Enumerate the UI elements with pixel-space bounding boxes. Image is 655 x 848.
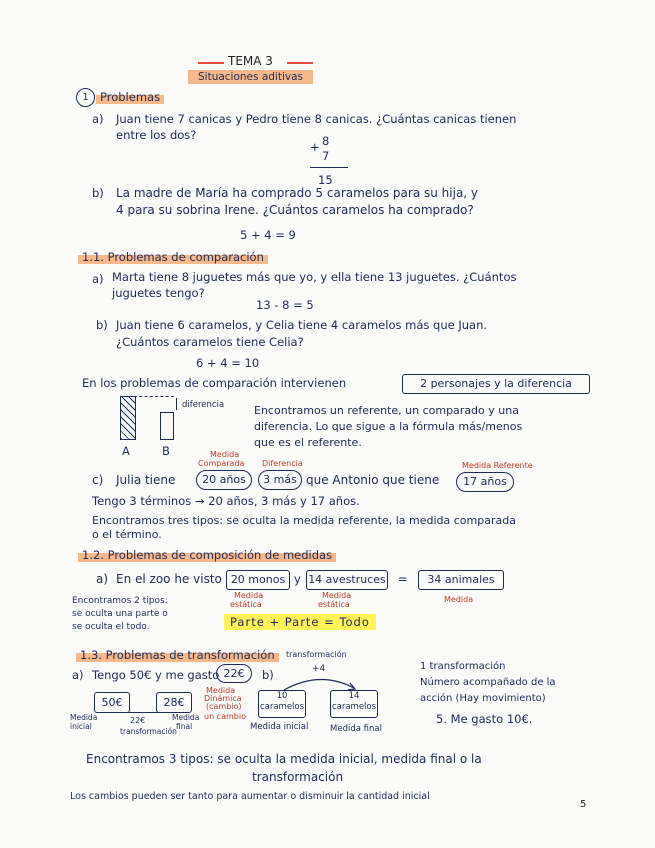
- box-10-num: 10: [276, 691, 288, 701]
- section-1-3-title: 1.3. Problemas de transformación: [76, 648, 279, 662]
- problem-a-line2: entre los dos?: [116, 128, 197, 142]
- oval-20-anos: 20 años: [196, 470, 252, 490]
- label-comparada: Comparada: [198, 459, 245, 468]
- diff-dashes: [134, 396, 174, 397]
- bar-a-label: A: [122, 444, 130, 458]
- section-number: 1: [76, 88, 95, 107]
- box-28: 28€: [156, 692, 192, 713]
- box-14-num: 14: [348, 691, 360, 701]
- c11b-line2: ¿Cuántos caramelos tiene Celia?: [116, 335, 304, 349]
- r3: acción (Hay movimiento): [420, 693, 546, 704]
- c12-label: a): [96, 572, 109, 586]
- c11a-line2: juguetes tengo?: [112, 286, 205, 300]
- section-1-1-title: 1.1. Problemas de comparación: [78, 250, 268, 264]
- lm2b: estática: [318, 600, 350, 609]
- c12-y: y: [294, 572, 301, 586]
- box-14-text: caramelos: [331, 702, 377, 712]
- lm1a: Medida: [234, 591, 264, 600]
- c12-eq: =: [398, 572, 408, 586]
- end-line1: Encontramos 3 tipos: se oculta la medida inicial, medida final o la: [86, 752, 482, 766]
- box-20-monos: 20 monos: [226, 570, 290, 590]
- refer-line1: Encontramos un referente, un comparado y una: [254, 404, 519, 417]
- formula-highlight: Parte + Parte = Todo: [224, 614, 376, 630]
- c13-t1: Tengo 50€ y me gasto: [92, 668, 220, 682]
- c13-label: a): [72, 668, 84, 682]
- oval-3-mas: 3 más: [258, 470, 302, 490]
- c11b-line1: Juan tiene 6 caramelos, y Celia tiene 4 caramelos más que Juan.: [116, 318, 488, 332]
- end-line3: Los cambios pueden ser tanto para aumentar o disminuir la cantidad inicial: [70, 791, 430, 802]
- l-ini2: inicial: [70, 722, 92, 731]
- left1: Encontramos 2 tipos:: [72, 596, 168, 606]
- refer-line3: que es el referente.: [254, 436, 362, 449]
- l-fin2: final: [176, 722, 193, 731]
- c11b-label: b): [96, 318, 108, 332]
- c11c-label: c): [92, 473, 104, 487]
- l-tr: transformación: [120, 727, 177, 736]
- problem-a-line1: Juan tiene 7 canicas y Pedro tiene 8 canicas. ¿Cuántas canicas tienen: [116, 112, 517, 126]
- c11b-eq: 6 + 4 = 10: [196, 356, 260, 370]
- bar-a: [120, 396, 136, 440]
- l-ini: Medida: [70, 713, 98, 722]
- arrow-line: [124, 712, 158, 713]
- label-medida: Medida: [210, 450, 240, 459]
- subtitle: Situaciones aditivas: [188, 70, 313, 84]
- problem-a-label: a): [92, 112, 104, 126]
- box-14-avestruces: 14 avestruces: [306, 570, 388, 590]
- box-14-caramelos: [330, 690, 378, 718]
- diff-marker: [176, 398, 177, 410]
- diff-label: diferencia: [182, 400, 225, 410]
- plus-sign: +: [310, 140, 320, 154]
- box-50: 50€: [94, 692, 130, 713]
- sum-result: 15: [318, 173, 333, 187]
- problem-b-label: b): [92, 186, 104, 200]
- plus4: +4: [312, 664, 326, 674]
- section-title: Problemas: [96, 90, 164, 104]
- l-mf: Medida final: [330, 724, 382, 734]
- comparison-text: En los problemas de comparación intervienen: [82, 376, 347, 390]
- lm1b: estática: [230, 600, 262, 609]
- comparison-boxed: 2 personajes y la diferencia: [402, 374, 590, 394]
- l-din2: Dinámica: [204, 694, 242, 703]
- r1: 1 transformación: [420, 661, 506, 672]
- page-number: 5: [580, 799, 587, 810]
- left3: se oculta el todo.: [72, 622, 150, 632]
- title-underline-right: [287, 62, 313, 64]
- oval-22: 22€: [216, 664, 252, 683]
- c11a-label: a): [92, 272, 104, 286]
- r4: 5. Me gasto 10€.: [436, 712, 533, 726]
- box-10-text: caramelos: [259, 702, 305, 712]
- c13-b: b): [262, 668, 274, 682]
- lm2a: Medida: [322, 591, 352, 600]
- l-din3: (cambio): [206, 702, 242, 711]
- addend-1: 8: [322, 134, 330, 148]
- left2: se oculta una parte o: [72, 609, 168, 619]
- end-line2: transformación: [252, 770, 344, 784]
- problem-b-line2: 4 para su sobrina Irene. ¿Cuántos caramelos ha comprado?: [116, 203, 474, 217]
- terms-line: Tengo 3 términos → 20 años, 3 más y 17 años.: [92, 494, 360, 508]
- transform-arrow: [280, 674, 360, 692]
- terms-line2: Encontramos tres tipos: se oculta la medida referente, la medida comparada: [92, 514, 516, 527]
- l-mi: Medida inicial: [250, 722, 309, 732]
- title-underline-left: [198, 62, 224, 64]
- refer-line2: diferencia. Lo que sigue a la fórmula más/menos: [254, 420, 523, 433]
- problem-b-eq: 5 + 4 = 9: [240, 228, 296, 242]
- box-10-caramelos: [258, 690, 306, 718]
- lm3: Medida: [444, 595, 474, 604]
- c11c-text1: Julia tiene: [116, 473, 176, 487]
- section-1-2-title: 1.2. Problemas de composición de medidas: [78, 548, 336, 562]
- trans-label: transformación: [286, 650, 347, 659]
- sum-line: [310, 167, 348, 168]
- bar-b-label: B: [162, 444, 170, 458]
- c11a-line1: Marta tiene 8 juguetes más que yo, y ella tiene 13 juguetes. ¿Cuántos: [112, 270, 517, 284]
- label-diferencia: Diferencia: [262, 459, 303, 468]
- l-din1: Medida: [206, 686, 236, 695]
- c11a-eq: 13 - 8 = 5: [256, 298, 314, 312]
- arrow-22: 22€: [130, 716, 146, 725]
- oval-17-anos: 17 años: [456, 472, 514, 492]
- terms-line3: o el término.: [92, 528, 162, 541]
- bar-b: [160, 412, 174, 440]
- c11c-text2: que Antonio que tiene: [306, 473, 440, 487]
- tema-title: TEMA 3: [228, 54, 273, 68]
- label-medida-referente: Medida Referente: [462, 461, 533, 470]
- r2: Número acompañado de la: [420, 677, 556, 688]
- l-din4: un cambio: [204, 712, 246, 721]
- c12-t1: En el zoo he visto: [116, 572, 222, 586]
- addend-2: 7: [322, 149, 330, 163]
- l-fin: Medida: [172, 713, 200, 722]
- problem-b-line1: La madre de María ha comprado 5 caramelos para su hija, y: [116, 186, 479, 200]
- box-34-animales: 34 animales: [418, 570, 504, 590]
